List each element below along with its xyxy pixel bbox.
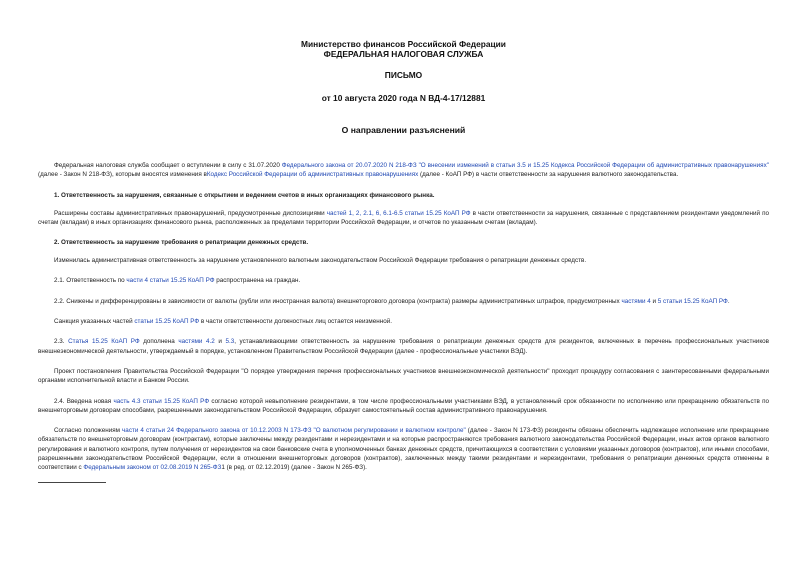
law-218-link[interactable]: Федерального закона от 20.07.2020 N 218-ФЗ "О внесении изменений в статьи 3.5 и 15.25 Кодекса Российской Федерации об административных правонарушениях" [281,162,769,169]
text: 2.4. Введена новая [54,397,114,405]
sanction-paragraph [38,317,769,326]
koap-15-25-parts-link[interactable]: частей 1, 2, 2.1, 6, 6.1-6.5 статьи 15.25 КоАП РФ [326,209,471,217]
intro-paragraph [38,161,769,180]
text: дополнена [139,338,179,346]
text: 2.1. Ответственность по [54,277,127,285]
text: распространена на граждан. [214,277,301,285]
ministry-title: Министерство финансов Российской Федерации [301,39,506,49]
service-title: ФЕДЕРАЛЬНАЯ НАЛОГОВАЯ СЛУЖБА [323,49,484,59]
text: в части ответственности за нарушения, связанные с представлением резидентами уведомлений по счетам (вкладам) в иных организациях финансового рынка, расположенных за пределами территории Российской Федерации, и отчетов по указанным счетам (вкладам). [38,209,769,226]
section-2-1-paragraph [38,276,769,285]
section-2-heading: 2. Ответственность за нарушение требования о репатриации денежных средств. [54,239,309,247]
text: в части ответственности должностных лиц остается неизменной. [199,318,392,326]
section-2-2-paragraph [38,297,769,306]
footnote-divider [38,482,106,483]
section-1-paragraph [38,209,769,228]
doc-type: ПИСЬМО [384,70,423,80]
law-173-link[interactable]: части 4 статьи 24 Федерального закона от 10.12.2003 N 173-ФЗ "О валютном регулировании и валютном контроле" [122,427,466,435]
text: согласно которой невыполнение резидентами, в том числе профессиональными участниками ВЭД, в установленный срок обязанности по исполнению или прекращению обязательств по внешнеторговым договорам способами, разрешенными законодательством Российской Федерации, образует самостоятельный состав административного правонарушения. [38,397,769,414]
article-15-25-link[interactable]: Статья 15.25 КоАП РФ [68,338,140,346]
text: и [650,297,658,305]
section-2-3-paragraph [38,337,769,356]
koap-link[interactable]: Кодекс Российской Федерации об административных правонарушениях [206,171,419,179]
section-2-4-paragraph [38,397,769,416]
koap-15-25-link[interactable]: статьи 15.25 КоАП РФ [134,318,200,326]
text: 2.3. [54,338,69,346]
parts-4-link[interactable]: частями 4 [621,297,651,305]
text: и [214,338,226,346]
text: Федеральная налоговая служба сообщает о вступлении в силу с 31.07.2020 [54,162,282,169]
text: Санкция указанных частей [54,318,135,326]
section-2-paragraph-1: Изменилась административная ответственность за нарушение установленного валютным законодательством Российской Федерации требования о репатриации денежных средств. [54,257,587,265]
text: (далее - Закон N 218-ФЗ), которым вносятся изменения в [38,171,207,179]
doc-date-number: от 10 августа 2020 года N ВД-4-17/12881 [321,93,486,103]
law-173-paragraph [38,426,769,472]
part-5-link[interactable]: 5 статьи 15.25 КоАП РФ [657,297,728,305]
text: (далее - Закон N 173-ФЗ) резиденты обязаны обеспечить надлежащее исполнение или прекращение обязательств по внешнеторговым договорам (контрактам), которые заключены между резидентами и нерезидентами и на которые распространяются требования валютного законодательства Российской Федерации, иных актов органов валютного регулирования и валютного контроля, путем получения от нерезидентов на свои банковские счета в уполномоченных банках денежных средств, причитающихся в соответствии с условиями указанных договоров (контрактов), или иными способами, разрешенными законодательством Российской Федерации, если в отношении внешнеторговых договоров (контрактов), заключенных между такими резидентами и нерезидентами, требования о репатриации денежных средств отменены в соответствии с [38,427,769,472]
text: (далее - КоАП РФ) в части ответственности за нарушения валютного законодательства. [418,171,679,179]
law-265-link[interactable]: Федеральным законом от 02.08.2019 N 265-ФЗ [83,464,222,472]
text: , устанавливающими ответственность за нарушение требования о репатриации денежных средств для резидентов, включенных в перечень профессиональных участников внешнеэкономической деятельности, утверждаемый в порядке, установленном Правительством Российской Федерации (далее - профессиональные участники ВЭД). [38,338,769,355]
text: 1 (в ред. от 02.12.2019) (далее - Закон N 265-ФЗ). [221,464,367,472]
draft-resolution-paragraph: Проект постановления Правительства Российской Федерации "О порядке утверждения перечня профессиональных участников внешнеэкономической деятельности" проходит процедуру согласования с заинтересованными федеральными органами исполнительной власти и Банком России. [38,367,769,385]
text: 2.2. Снижены и дифференцированы в зависимости от валюты (рубли или иностранная валюта) внешнеторгового договора (контракта) размеры административных штрафов, предусмотренных [54,297,622,305]
part-4-3-link[interactable]: часть 4.3 статьи 15.25 КоАП РФ [113,397,210,405]
parts-4-2-link[interactable]: частями 4.2 [178,338,215,346]
part-5-3-link[interactable]: 5.3 [225,338,235,346]
text: . [727,297,730,305]
doc-subject: О направлении разъяснений [341,125,466,135]
koap-part4-link[interactable]: части 4 статьи 15.25 КоАП РФ [126,277,215,285]
section-1-heading: 1. Ответственность за нарушения, связанные с открытием и ведением счетов в иных организациях финансового рынка. [54,191,435,199]
text: Расширены составы административных правонарушений, предусмотренные диспозициями [54,209,327,217]
text: Согласно положениям [54,427,123,435]
